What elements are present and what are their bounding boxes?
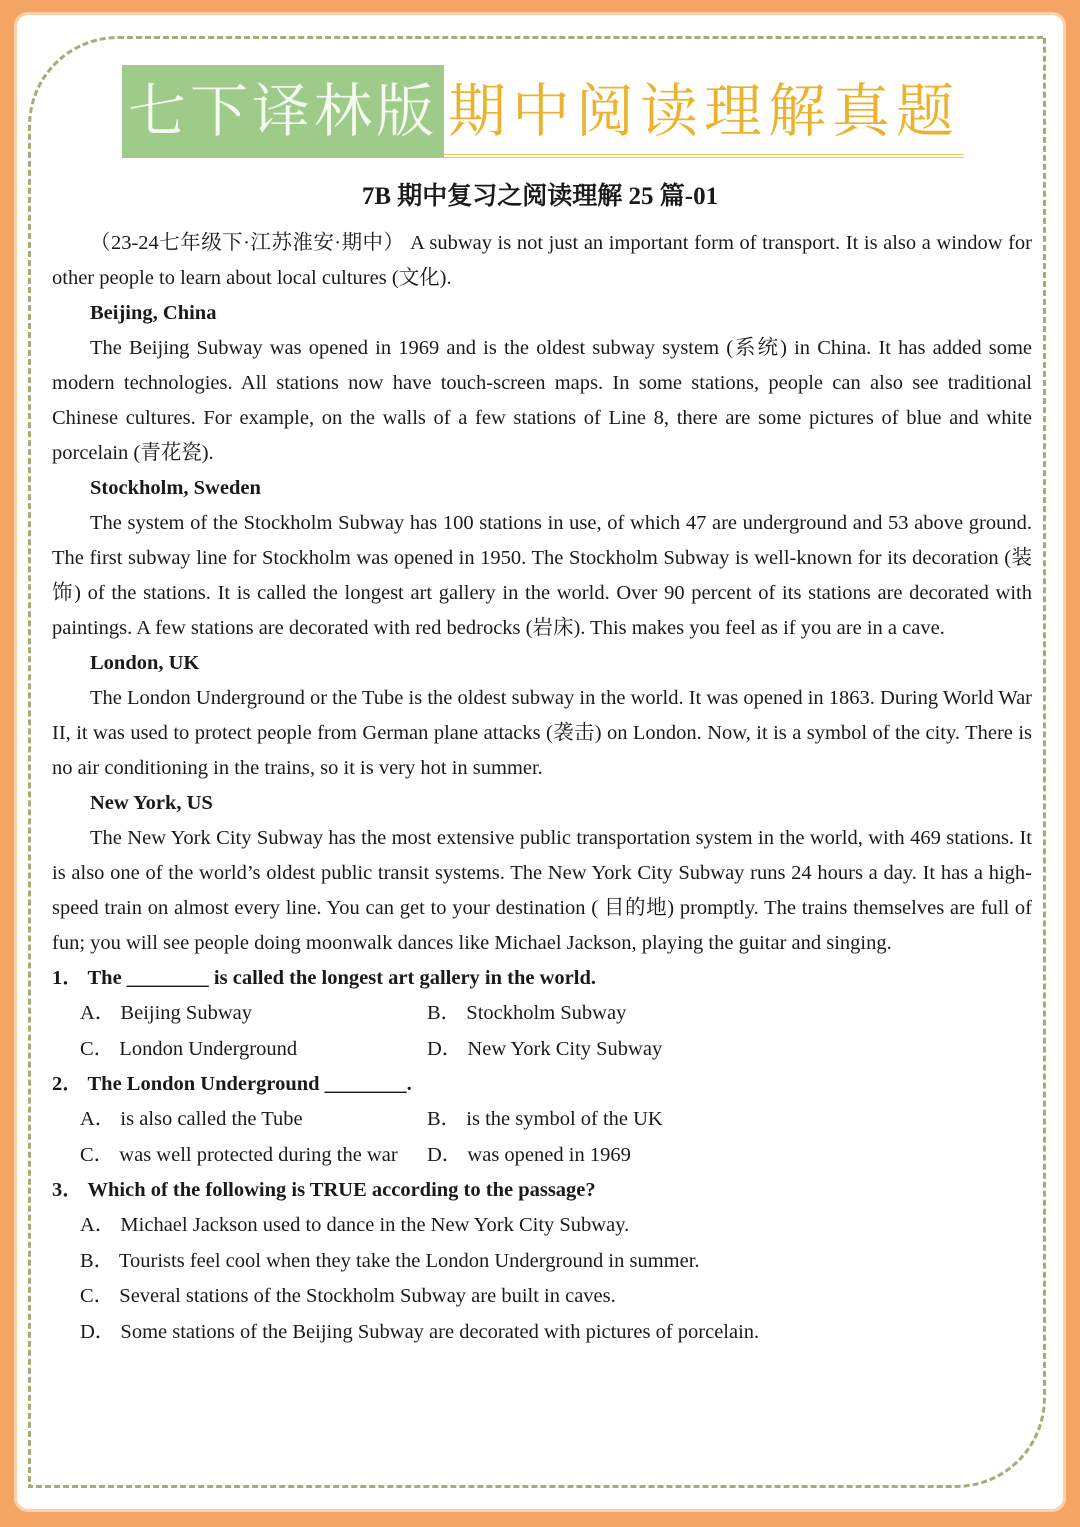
section-heading: Beijing, China bbox=[90, 302, 217, 324]
option[interactable]: C． London Underground bbox=[80, 1037, 298, 1060]
section-heading: New York, US bbox=[90, 792, 213, 814]
option[interactable]: C． Several stations of the Stockholm Subway are built in caves. bbox=[80, 1285, 616, 1307]
question-2-options bbox=[80, 1102, 1032, 1173]
option[interactable]: A． Michael Jackson used to dance in the New York City Subway. bbox=[80, 1214, 630, 1236]
section-heading: London, UK bbox=[90, 652, 200, 674]
section-text: The Beijing Subway was opened in 1969 and is the oldest subway system (系统) in China. It has added some modern technologies. All stations now have touch-screen maps. In some stations, people can also see traditional Chinese cultures. For example, on the walls of a few stations of Line 8, there are some pictures of blue and white porcelain (青花瓷). bbox=[52, 337, 1032, 464]
section-text: The system of the Stockholm Subway has 100 stations in use, of which 47 are underground and 53 above ground. The first subway line for Stockholm was opened in 1950. The Stockholm Subway is well-known for its decoration (装饰) of the stations. It is called the longest art gallery in the world. Over 90 percent of its stations are decorated with paintings. A few stations are decorated with red bedrocks (岩床). This makes you feel as if you are in a cave. bbox=[52, 512, 1032, 639]
option[interactable]: A． Beijing Subway bbox=[80, 1002, 252, 1024]
page-subtitle: 7B 期中复习之阅读理解 25 篇-01 bbox=[361, 183, 719, 210]
intro-paragraph: （23-24七年级下·江苏淮安·期中） A subway is not just an important form of transport. It is also a window for other people to learn about local cultures (文化). bbox=[52, 232, 1032, 289]
option[interactable]: A． is also called the Tube bbox=[80, 1108, 303, 1130]
question-1: 1． The ________ is called the longest art gallery in the world. bbox=[52, 967, 596, 989]
question-3: 3． Which of the following is TRUE according to the passage? bbox=[52, 1179, 596, 1201]
banner-green-text: 七下译林版 bbox=[122, 65, 444, 158]
option[interactable]: D． New York City Subway bbox=[427, 1037, 663, 1060]
option[interactable]: C． was well protected during the war bbox=[80, 1143, 398, 1166]
question-2: 2． The London Underground ________. bbox=[52, 1073, 412, 1095]
option[interactable]: D． was opened in 1969 bbox=[427, 1143, 631, 1166]
section-heading: Stockholm, Sweden bbox=[90, 477, 261, 499]
question-1-options bbox=[80, 996, 1032, 1067]
option[interactable]: B． is the symbol of the UK bbox=[427, 1108, 663, 1130]
section-text: The New York City Subway has the most extensive public transportation system in the world, with 469 stations. It is also one of the world’s oldest public transit systems. The New York City Subway runs 24 hours a day. It has a high-speed train on almost every line. You can get to your destination ( 目的地) promptly. The trains themselves are full of fun; you will see people doing moonwalk dances like Michael Jackson, playing the guitar and singing. bbox=[52, 827, 1032, 954]
title-banner bbox=[122, 65, 964, 158]
section-text: The London Underground or the Tube is the oldest subway in the world. It was opened in 1863. During World War II, it was used to protect people from German plane attacks (袭击) on London. Now, it is a symbol of the city. There is no air conditioning in the trains, so it is very hot in summer. bbox=[52, 687, 1032, 779]
option[interactable]: D． Some stations of the Beijing Subway are decorated with pictures of porcelain. bbox=[80, 1320, 760, 1343]
passage bbox=[52, 226, 1032, 1350]
option[interactable]: B． Stockholm Subway bbox=[427, 1002, 627, 1024]
banner-gold-text: 期中阅读理解真题 bbox=[444, 65, 964, 158]
option[interactable]: B． Tourists feel cool when they take the London Underground in summer. bbox=[80, 1249, 700, 1272]
